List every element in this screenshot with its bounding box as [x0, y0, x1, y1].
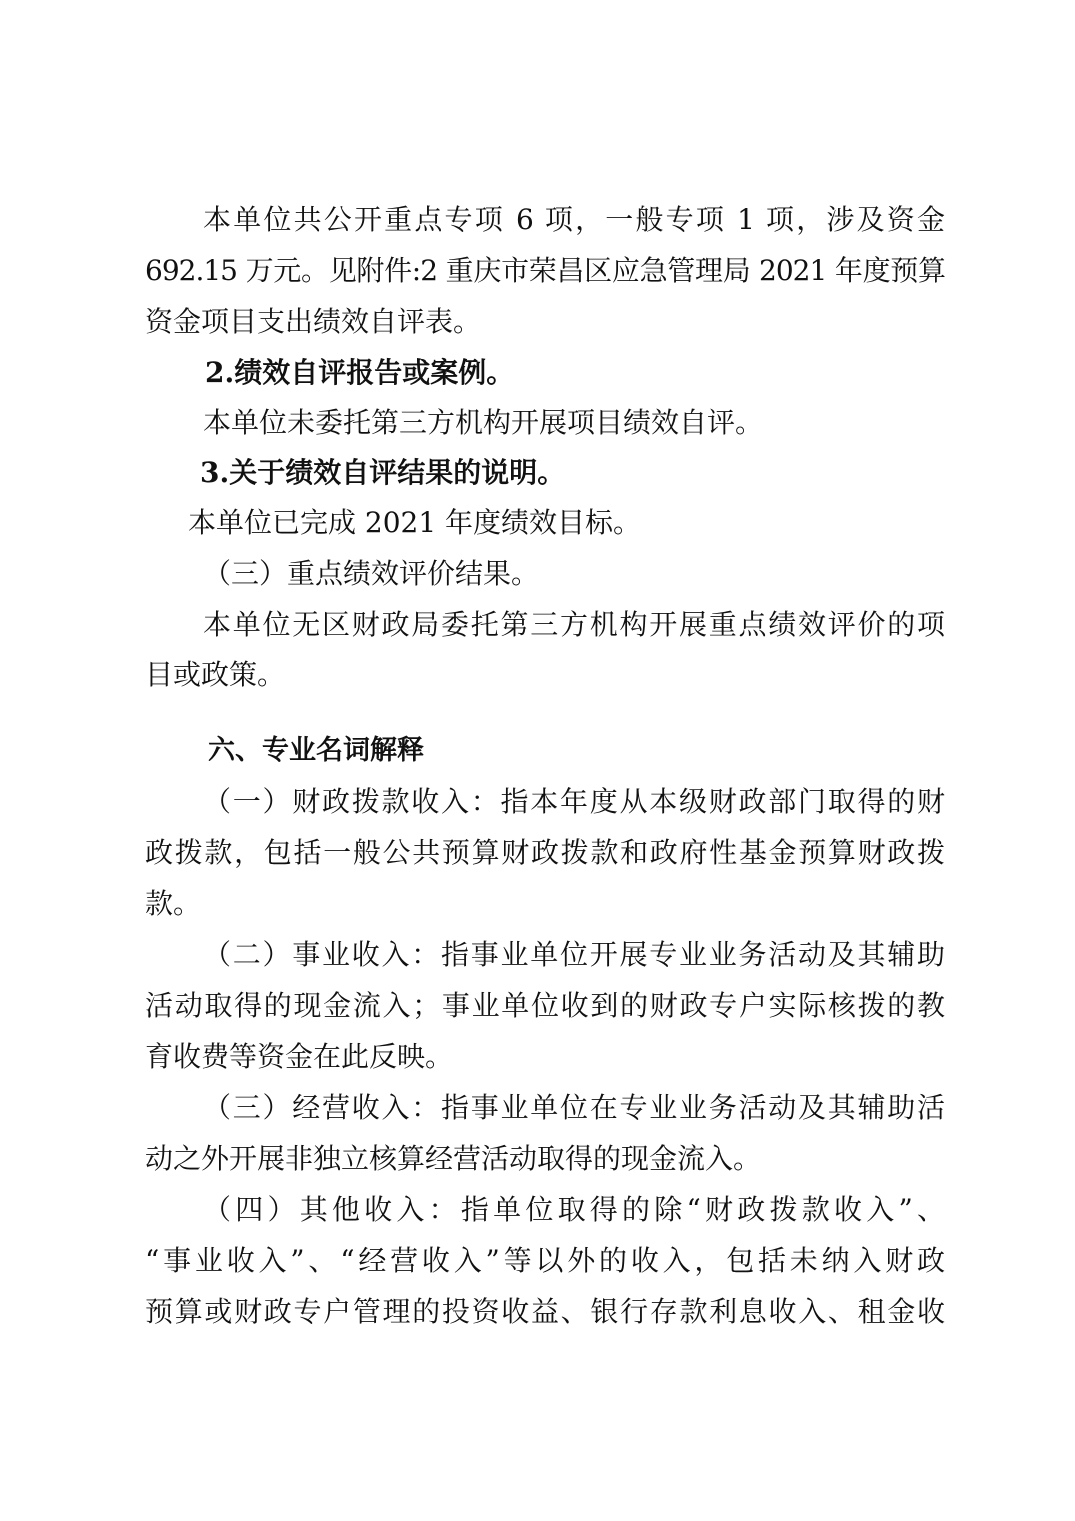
sub3-title: （三）重点绩效评价结果。 [203, 557, 540, 590]
item2-body: 本单位未委托第三方机构开展项目绩效自评。 [203, 406, 764, 439]
summary-line-2: 692.15 万元。见附件:2 重庆市荣昌区应急管理局 2021 年度预算 [145, 254, 945, 287]
term3-line-1: （三）经营收入：指事业单位在专业业务活动及其辅助活 [203, 1091, 945, 1124]
term2-line-3: 育收费等资金在此反映。 [145, 1040, 454, 1073]
item3-title: 3.关于绩效自评结果的说明。 [200, 456, 566, 489]
sub3-body-line-1: 本单位无区财政局委托第三方机构开展重点绩效评价的项 [203, 608, 945, 641]
term4-line-2: “事业收入”、“经营收入”等以外的收入，包括未纳入财政 [145, 1244, 945, 1277]
term3-line-2: 动之外开展非独立核算经营活动取得的现金流入。 [145, 1142, 762, 1175]
sub3-body-line-2: 目或政策。 [145, 658, 286, 691]
summary-line-1: 本单位共公开重点专项 6 项，一般专项 1 项，涉及资金 [203, 203, 945, 236]
term2-line-2: 活动取得的现金流入；事业单位收到的财政专户实际核拨的教 [145, 989, 945, 1022]
term1-line-1: （一）财政拨款收入：指本年度从本级财政部门取得的财 [203, 785, 945, 818]
summary-line-3: 资金项目支出绩效自评表。 [145, 305, 482, 338]
term2-line-1: （二）事业收入：指事业单位开展专业业务活动及其辅助 [203, 938, 945, 971]
section6-heading: 六、专业名词解释 [208, 735, 424, 766]
item3-body: 本单位已完成 2021 年度绩效目标。 [188, 506, 642, 539]
term1-line-3: 款。 [145, 887, 202, 920]
item2-title: 2.绩效自评报告或案例。 [205, 356, 515, 389]
term4-line-3: 预算或财政专户管理的投资收益、银行存款利息收入、租金收 [145, 1295, 945, 1328]
term1-line-2: 政拨款，包括一般公共预算财政拨款和政府性基金预算财政拨 [145, 836, 945, 869]
term4-line-1: （四）其他收入：指单位取得的除“财政拨款收入”、 [203, 1193, 945, 1226]
